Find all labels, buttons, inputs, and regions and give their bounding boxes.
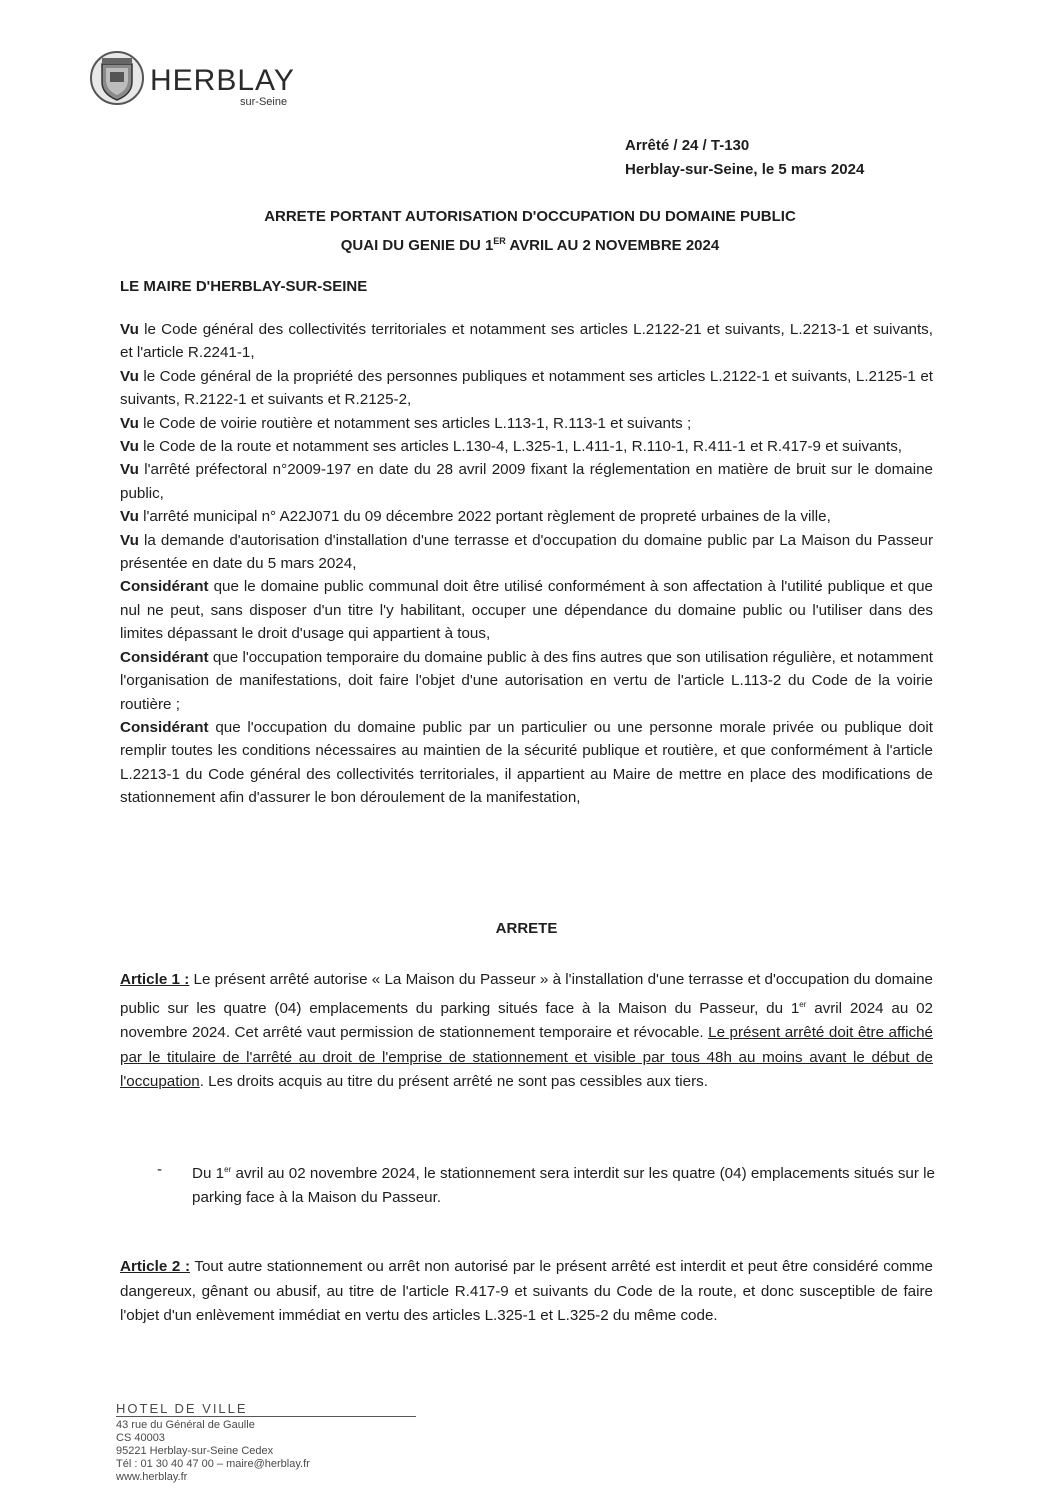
parking-ban-item: - Du 1er avril au 02 novembre 2024, le stationnement sera interdit sur les quatre (04) emplacements situés sur le parking face à la Maison du Passeur. bbox=[160, 1158, 935, 1210]
footer-line: CS 40003 bbox=[116, 1432, 165, 1444]
preamble-clause: Vu l'arrêté préfectoral n°2009-197 en date du 28 avril 2009 fixant la réglementation en matière de bruit sur le domaine public, bbox=[120, 461, 933, 502]
preamble-clause: Vu l'arrêté municipal n° A22J071 du 09 décembre 2022 portant règlement de propreté urbaines de la ville, bbox=[120, 508, 831, 526]
preamble-clause: Vu le Code général de la propriété des personnes publiques et notamment ses articles L.2122-1 et suivants, L.2125-1 et suivants, R.2122-1 et suivants et R.2125-2, bbox=[120, 367, 933, 409]
mayor-heading: LE MAIRE D'HERBLAY-SUR-SEINE bbox=[120, 278, 368, 295]
footer-address bbox=[116, 1402, 416, 1484]
bullet-dash: - bbox=[157, 1161, 163, 1178]
decision-heading: ARRETE bbox=[495, 920, 558, 937]
preamble-clause: Considérant que l'occupation du domaine public par un particulier ou une personne morale privée ou publique doit remplir toutes les conditions nécessaires au maintien de la sécurité publique et routière, et que conformément à l'article L.2213-1 du Code général des collectivités territoriales, il appartient au Maire de mettre en place des modifications de stationnement afin d'assurer le bon déroulement de la manifestation, bbox=[120, 718, 933, 807]
article-1-label: Article 1 : bbox=[120, 971, 190, 988]
preamble-clause: Considérant que l'occupation temporaire du domaine public à des fins autres que son utilisation régulière, et notamment l'organisation de manifestations, doit faire l'objet d'une autorisation en vertu de l'article L.113-2 du Code de la voirie routière ; bbox=[120, 648, 933, 713]
document-reference bbox=[625, 134, 864, 182]
preamble-clause: Vu le Code de voirie routière et notamment ses articles L.113-1, R.113-1 et suivants ; bbox=[120, 414, 692, 432]
footer-line: 43 rue du Général de Gaulle bbox=[116, 1419, 255, 1431]
document-title bbox=[120, 205, 940, 258]
title-line-2: QUAI DU GENIE DU 1ER AVRIL AU 2 NOVEMBRE 2024 bbox=[340, 236, 720, 254]
footer-title: HOTEL DE VILLE bbox=[116, 1402, 416, 1417]
preamble-clause: Vu la demande d'autorisation d'installation d'une terrasse et d'occupation du domaine public par La Maison du Passeur présentée en date du 5 mars 2024, bbox=[120, 531, 933, 573]
footer-line: 95221 Herblay-sur-Seine Cedex bbox=[116, 1445, 274, 1457]
title-line-1: ARRETE PORTANT AUTORISATION D'OCCUPATION DU DOMAINE PUBLIC bbox=[264, 208, 796, 225]
coat-of-arms-icon bbox=[88, 50, 146, 106]
article-2-label: Article 2 : bbox=[120, 1258, 191, 1275]
city-logo bbox=[88, 50, 328, 112]
article-2: Article 2 : Tout autre stationnement ou arrêt non autorisé par le présent arrêté est interdit et peut être considéré comme dangereux, gênant ou abusif, au titre de l'article R.417-9 et suivants du Code de la route, et donc susceptible de faire l'objet d'un enlèvement immédiat en vertu des articles L.325-1 et L.325-2 du même code. bbox=[120, 1258, 933, 1324]
preamble-clause: Considérant que le domaine public communal doit être utilisé conformément à son affectation à l'utilité publique et que nul ne peut, sans disposer d'un titre l'y habilitant, occuper une dépendance du domaine public ou l'utiliser dans des limites dépassant le droit d'usage qui appartient à tous, bbox=[120, 578, 933, 643]
logo-subtitle: sur-Seine bbox=[240, 96, 288, 108]
preamble-clause: Vu le Code de la route et notamment ses articles L.130-4, L.325-1, L.411-1, R.110-1, R.411-1 et R.417-9 et suivants, bbox=[120, 438, 903, 456]
footer-line: www.herblay.fr bbox=[116, 1471, 188, 1483]
footer-line: Tél : 01 30 40 47 00 – maire@herblay.fr bbox=[116, 1458, 310, 1470]
reference-number: Arrêté / 24 / T-130 bbox=[625, 137, 750, 154]
logo-name: HERBLAY bbox=[150, 64, 295, 97]
article-1: Article 1 : Le présent arrêté autorise « La Maison du Passeur » à l'installation d'une terrasse et d'occupation du domaine public sur les quatre (04) emplacements du parking situés face à la Maison du Passeur, du 1er avril 2024 au 02 novembre 2024. Cet arrêté vaut permission de stationnement temporaire et révocable. Le présent arrêté doit être affiché par le titulaire de l'arrêté au droit de l'emprise de stationnement et visible par tous 48h au moins avant le début de l'occupation. Les droits acquis au titre du présent arrêté ne sont pas cessibles aux tiers. bbox=[120, 971, 934, 1091]
preamble bbox=[120, 318, 933, 810]
place-date: Herblay-sur-Seine, le 5 mars 2024 bbox=[625, 161, 865, 178]
preamble-clause: Vu le Code général des collectivités territoriales et notamment ses articles L.2122-21 et suivants, L.2213-1 et suivants, et l'article R.2241-1, bbox=[120, 321, 933, 362]
display-requirement: Le présent arrêté doit être affiché par le titulaire de l'arrêté au droit de l'emprise de stationnement et visible par tous 48h au moins avant le début de l'occupation bbox=[120, 1024, 934, 1091]
